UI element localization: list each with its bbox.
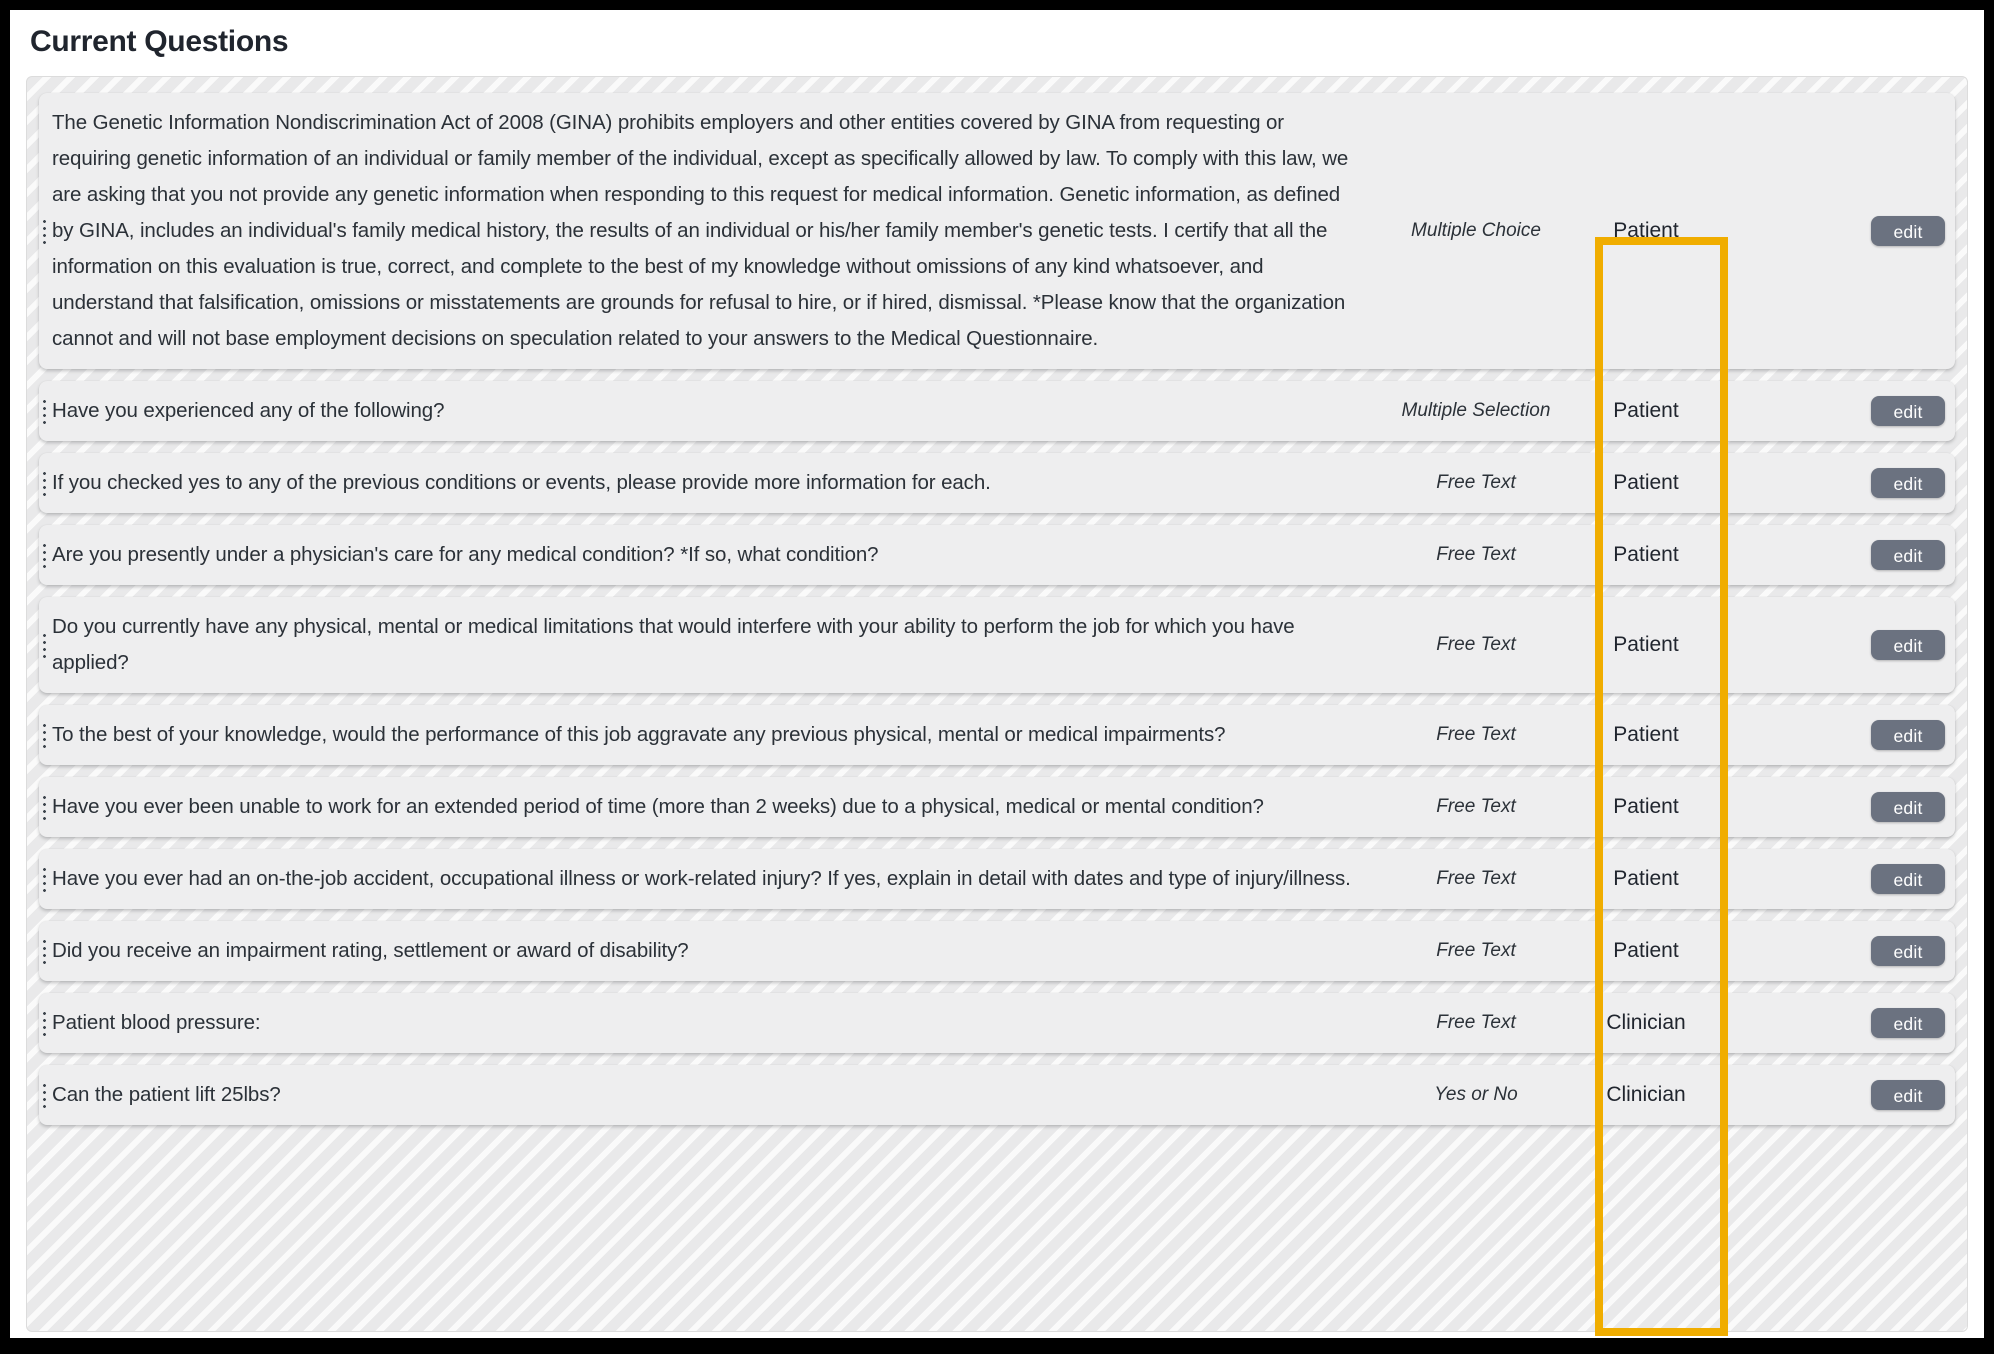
row-spacer bbox=[1721, 807, 1861, 808]
question-cell bbox=[43, 393, 1381, 429]
row-spacer bbox=[1721, 483, 1861, 484]
question-row bbox=[39, 525, 1955, 585]
drag-handle-icon[interactable] bbox=[43, 722, 46, 748]
edit-button[interactable]: edit bbox=[1871, 720, 1945, 750]
question-audience-label: Patient bbox=[1613, 543, 1679, 566]
row-actions bbox=[1861, 396, 1945, 426]
question-cell bbox=[43, 717, 1381, 753]
question-text: Can the patient lift 25lbs? bbox=[52, 1083, 281, 1106]
row-actions bbox=[1861, 720, 1945, 750]
question-row bbox=[39, 381, 1955, 441]
question-audience-label: Patient bbox=[1613, 723, 1679, 746]
row-spacer bbox=[1721, 645, 1861, 646]
drag-handle-icon[interactable] bbox=[43, 938, 46, 964]
question-audience-label: Patient bbox=[1613, 399, 1679, 422]
edit-button[interactable]: edit bbox=[1871, 216, 1945, 246]
question-audience-label: Patient bbox=[1613, 219, 1679, 242]
question-type-label: Free Text bbox=[1436, 940, 1516, 961]
drag-handle-icon[interactable] bbox=[43, 1010, 46, 1036]
question-type-label: Free Text bbox=[1436, 868, 1516, 889]
question-cell bbox=[43, 537, 1381, 573]
row-spacer bbox=[1721, 411, 1861, 412]
row-actions bbox=[1861, 792, 1945, 822]
drag-handle-icon[interactable] bbox=[43, 632, 46, 658]
question-audience-label: Patient bbox=[1613, 867, 1679, 890]
question-audience-label: Patient bbox=[1613, 795, 1679, 818]
question-text: Do you currently have any physical, mental or medical limitations that would interfere with your ability to perform the job for which you have applied? bbox=[52, 615, 1295, 674]
question-type-label: Free Text bbox=[1436, 796, 1516, 817]
question-text: Have you experienced any of the following? bbox=[52, 399, 445, 422]
question-row bbox=[39, 597, 1955, 693]
question-audience-label: Patient bbox=[1613, 939, 1679, 962]
question-row bbox=[39, 993, 1955, 1053]
question-type-label: Free Text bbox=[1436, 472, 1516, 493]
row-actions bbox=[1861, 216, 1945, 246]
edit-button[interactable]: edit bbox=[1871, 630, 1945, 660]
row-spacer bbox=[1721, 1095, 1861, 1096]
edit-button[interactable]: edit bbox=[1871, 468, 1945, 498]
question-type-label: Free Text bbox=[1436, 634, 1516, 655]
edit-button[interactable]: edit bbox=[1871, 1008, 1945, 1038]
question-cell bbox=[43, 105, 1381, 357]
question-type-label: Multiple Selection bbox=[1401, 400, 1551, 421]
drag-handle-icon[interactable] bbox=[43, 794, 46, 820]
question-text: If you checked yes to any of the previous conditions or events, please provide more information for each. bbox=[52, 471, 991, 494]
question-cell bbox=[43, 1077, 1381, 1113]
edit-button[interactable]: edit bbox=[1871, 396, 1945, 426]
question-cell bbox=[43, 861, 1381, 897]
question-row bbox=[39, 777, 1955, 837]
row-actions bbox=[1861, 630, 1945, 660]
question-audience-label: Patient bbox=[1613, 633, 1679, 656]
edit-button[interactable]: edit bbox=[1871, 792, 1945, 822]
row-actions bbox=[1861, 1080, 1945, 1110]
drag-handle-icon[interactable] bbox=[43, 470, 46, 496]
row-spacer bbox=[1721, 231, 1861, 232]
question-type-label: Multiple Choice bbox=[1411, 220, 1541, 241]
question-row bbox=[39, 705, 1955, 765]
drag-handle-icon[interactable] bbox=[43, 1082, 46, 1108]
drag-handle-icon[interactable] bbox=[43, 218, 46, 244]
row-actions bbox=[1861, 540, 1945, 570]
row-spacer bbox=[1721, 1023, 1861, 1024]
page-title: Current Questions bbox=[30, 25, 289, 58]
question-text: Did you receive an impairment rating, settlement or award of disability? bbox=[52, 939, 689, 962]
question-cell bbox=[43, 1005, 1381, 1041]
edit-button[interactable]: edit bbox=[1871, 540, 1945, 570]
edit-button[interactable]: edit bbox=[1871, 1080, 1945, 1110]
question-cell bbox=[43, 609, 1381, 681]
row-actions bbox=[1861, 1008, 1945, 1038]
question-text: Patient blood pressure: bbox=[52, 1011, 261, 1034]
question-row bbox=[39, 921, 1955, 981]
question-cell bbox=[43, 465, 1381, 501]
question-list bbox=[39, 93, 1955, 1125]
drag-handle-icon[interactable] bbox=[43, 542, 46, 568]
question-text: Have you ever had an on-the-job accident, occupational illness or work-related injury? If yes, explain in detail with dates and type of injury/illness. bbox=[52, 867, 1351, 890]
question-row bbox=[39, 1065, 1955, 1125]
question-text: The Genetic Information Nondiscrimination Act of 2008 (GINA) prohibits employers and other entities covered by GINA from requesting or requiring genetic information of an individual or family member of the individual, except as specifically allowed by law. To comply with this law, we are asking that you not provide any genetic information when responding to this request for medical information. Genetic information, as defined by GINA, includes an individual's family medical history, the results of an individual or his/her family member's genetic tests. I certify that all the information on this evaluation is true, correct, and complete to the best of my knowledge without omissions of any kind whatsoever, and understand that falsification, omissions or misstatements are grounds for refusal to hire, or if hired, dismissal. *Please know that the organization cannot and will not base employment decisions on speculation related to your answers to the Medical Questionnaire. bbox=[52, 111, 1349, 350]
question-type-label: Yes or No bbox=[1434, 1084, 1518, 1105]
row-actions bbox=[1861, 468, 1945, 498]
row-spacer bbox=[1721, 735, 1861, 736]
question-audience-label: Clinician bbox=[1606, 1011, 1686, 1034]
question-audience-label: Patient bbox=[1613, 471, 1679, 494]
question-text: Are you presently under a physician's care for any medical condition? *If so, what condition? bbox=[52, 543, 879, 566]
edit-button[interactable]: edit bbox=[1871, 864, 1945, 894]
question-row bbox=[39, 453, 1955, 513]
question-cell bbox=[43, 789, 1381, 825]
question-cell bbox=[43, 933, 1381, 969]
drag-handle-icon[interactable] bbox=[43, 398, 46, 424]
question-type-label: Free Text bbox=[1436, 544, 1516, 565]
row-spacer bbox=[1721, 555, 1861, 556]
questions-panel bbox=[26, 76, 1968, 1332]
row-spacer bbox=[1721, 951, 1861, 952]
question-text: To the best of your knowledge, would the performance of this job aggravate any previous physical, mental or medical impairments? bbox=[52, 723, 1226, 746]
question-audience-label: Clinician bbox=[1606, 1083, 1686, 1106]
edit-button[interactable]: edit bbox=[1871, 936, 1945, 966]
drag-handle-icon[interactable] bbox=[43, 866, 46, 892]
question-type-label: Free Text bbox=[1436, 724, 1516, 745]
question-row bbox=[39, 93, 1955, 369]
question-text: Have you ever been unable to work for an extended period of time (more than 2 weeks) due to a physical, medical or mental condition? bbox=[52, 795, 1264, 818]
row-actions bbox=[1861, 936, 1945, 966]
row-spacer bbox=[1721, 879, 1861, 880]
question-row bbox=[39, 849, 1955, 909]
question-type-label: Free Text bbox=[1436, 1012, 1516, 1033]
row-actions bbox=[1861, 864, 1945, 894]
